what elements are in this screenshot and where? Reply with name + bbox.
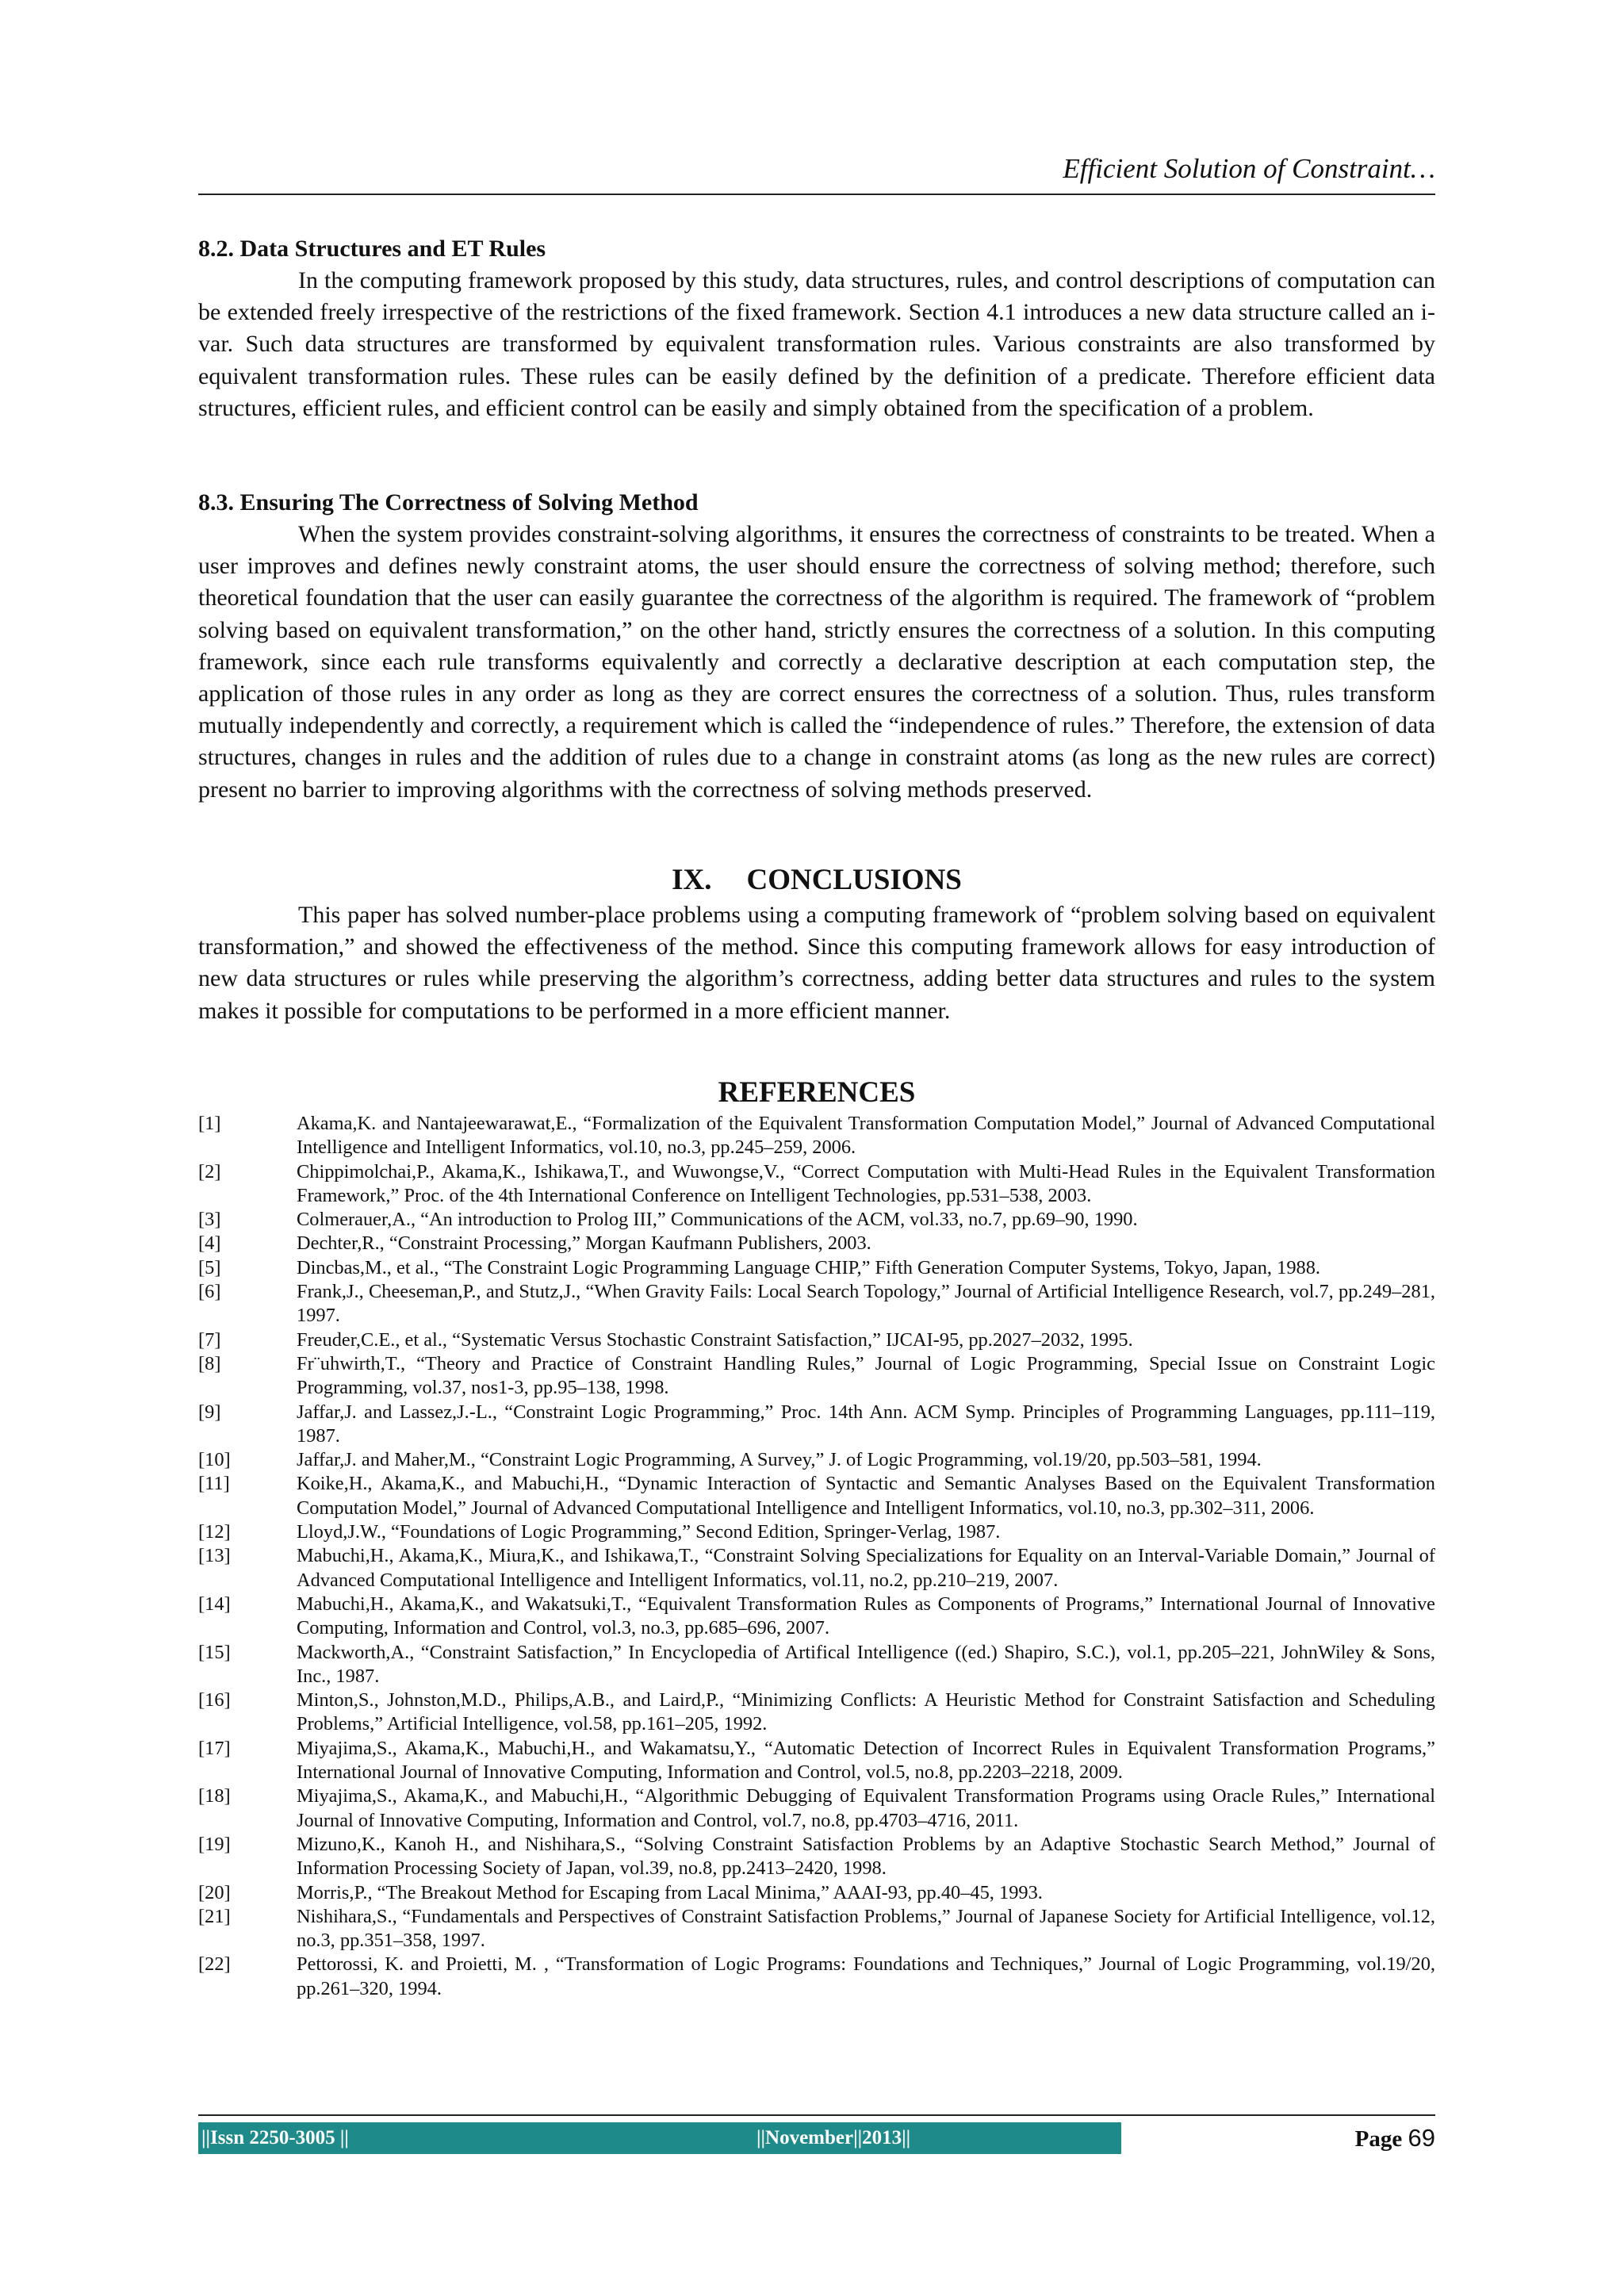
reference-text: Jaffar,J. and Maher,M., “Constraint Logic Programming, A Survey,” J. of Logic Programming, vol.19/20, pp.503–581, 1994. [297, 1449, 1262, 1471]
reference-text: Jaffar,J. and Lassez,J.-L., “Constraint Logic Programming,” Proc. 14th Ann. ACM Symp. Principles of Programming Languages, pp.111–119, 1987. [297, 1401, 1435, 1447]
reference-text: Akama,K. and Nantajeewarawat,E., “Formalization of the Equivalent Transformation Computation Model,” Journal of Advanced Computational Intelligence and Intelligent Informatics, vol.10, no.3, pp.245–259, 2006. [297, 1113, 1435, 1159]
reference-text: Mizuno,K., Kanoh H., and Nishihara,S., “Solving Constraint Satisfaction Problems by an Adaptive Stochastic Search Method,” Journal of Information Processing Society of Japan, vol.39, no.8, pp.2413–2420, 1998. [297, 1833, 1435, 1880]
reference-item [198, 1737, 1435, 1785]
reference-item [198, 1881, 1435, 1905]
reference-text: Morris,P., “The Breakout Method for Escaping from Lacal Minima,” AAAI-93, pp.40–45, 1993. [297, 1881, 1043, 1903]
section-body: When the system provides constraint-solving algorithms, it ensures the correctness of constraints to be treated. When a user improves and defines newly constraint atoms, the user should ensure the correctness of solving method; therefore, such theoretical foundation that the user can easily guarantee the correctness of the algorithm is required. The framework of “problem solving based on equivalent transformation,” on the other hand, strictly ensures the correctness of a solution. In this computing framework, since each rule transforms equivalently and correctly a declarative description at each computation step, the application of those rules in any order as long as they are correct ensures the correctness of a solution. Thus, rules transform mutually independently and correctly, a requirement which is called the “independence of rules.” Therefore, the extension of data structures, changes in rules and the addition of rules due to a change in constraint atoms (as long as the new rules are correct) present no barrier to improving algorithms with the correctness of solving methods preserved. [198, 521, 1435, 803]
reference-number: [5] [198, 1256, 221, 1278]
reference-number: [2] [198, 1160, 221, 1182]
page-label: Page [1354, 2126, 1403, 2152]
footer-rule [198, 2114, 1435, 2116]
reference-number: [22] [198, 1953, 231, 1976]
reference-text: Dechter,R., “Constraint Processing,” Morgan Kaufmann Publishers, 2003. [297, 1232, 871, 1255]
reference-number: [21] [198, 1905, 231, 1927]
footer-issn: ||Issn 2250-3005 || [198, 2122, 598, 2154]
reference-text: Mabuchi,H., Akama,K., Miura,K., and Ishikawa,T., “Constraint Solving Specializations for Equality on an Interval-Variable Domain,” Journal of Advanced Computational Intelligence and Intelligent Informatics, vol.11, no.2, pp.210–219, 2007. [297, 1545, 1435, 1591]
footer-date: ||November||2013|| [756, 2122, 1121, 2154]
running-header: Efficient Solution of Constraint… [1063, 153, 1435, 184]
reference-item [198, 1352, 1435, 1401]
page-number-value: 69 [1408, 2124, 1435, 2152]
reference-number: [19] [198, 1833, 231, 1855]
conclusions-number: IX. [672, 864, 712, 896]
reference-text: Mabuchi,H., Akama,K., and Wakatsuki,T., “Equivalent Transformation Rules as Components of Programs,” International Journal of Innovative Computing, Information and Control, vol.3, no.3, pp.685–696, 2007. [297, 1593, 1435, 1639]
reference-item [198, 1448, 1435, 1472]
reference-item [198, 1784, 1435, 1833]
reference-number: [18] [198, 1785, 231, 1807]
reference-item [198, 1905, 1435, 1953]
section-conclusions [198, 899, 1435, 1027]
section-body: This paper has solved number-place problems using a computing framework of “problem solving based on equivalent transformation,” and showed the effectiveness of the method. Since this computing framework allows for easy introduction of new data structures or rules while preserving the algorithm’s correctness, adding better data structures and rules to the system makes it possible for computations to be performed in a more efficient manner. [198, 902, 1435, 1024]
footer [198, 2122, 1435, 2154]
reference-item [198, 1112, 1435, 1160]
reference-number: [4] [198, 1232, 221, 1255]
reference-text: Mackworth,A., “Constraint Satisfaction,” In Encyclopedia of Artifical Intelligence ((ed.) Shapiro, S.C.), vol.1, pp.205–221, JohnWiley & Sons, Inc., 1987. [297, 1641, 1435, 1687]
conclusions-heading [198, 863, 1435, 898]
reference-item [198, 1256, 1435, 1280]
reference-text: Colmerauer,A., “An introduction to Prolog III,” Communications of the ACM, vol.33, no.7, pp.69–90, 1990. [297, 1209, 1138, 1231]
reference-number: [7] [198, 1328, 221, 1351]
reference-text: Fr¨uhwirth,T., “Theory and Practice of Constraint Handling Rules,” Journal of Logic Programming, Special Issue on Constraint Logic Programming, vol.37, nos1-3, pp.95–138, 1998. [297, 1352, 1435, 1399]
reference-item [198, 1833, 1435, 1881]
reference-number: [17] [198, 1737, 231, 1759]
reference-number: [20] [198, 1881, 231, 1903]
reference-text: Lloyd,J.W., “Foundations of Logic Programming,” Second Edition, Springer-Verlag, 1987. [297, 1521, 1001, 1543]
reference-number: [10] [198, 1449, 231, 1471]
reference-item [198, 1520, 1435, 1544]
conclusions-title: CONCLUSIONS [746, 864, 962, 896]
reference-number: [6] [198, 1281, 221, 1303]
reference-text: Chippimolchai,P., Akama,K., Ishikawa,T., and Wuwongse,V., “Correct Computation with Multi-Head Rules in the Equivalent Transformation Framework,” Proc. of the 4th International Conference on Intelligent Technologies, pp.531–538, 2003. [297, 1160, 1435, 1206]
reference-text: Frank,J., Cheeseman,P., and Stutz,J., “When Gravity Fails: Local Search Topology,” Journal of Artificial Intelligence Research, vol.7, pp.249–281, 1997. [297, 1281, 1435, 1327]
reference-text: Nishihara,S., “Fundamentals and Perspectives of Constraint Satisfaction Problems,” Journal of Japanese Society for Artificial Intelligence, vol.12, no.3, pp.351–358, 1997. [297, 1905, 1435, 1952]
references-heading: REFERENCES [718, 1076, 916, 1109]
reference-item [198, 1544, 1435, 1593]
reference-item [198, 1593, 1435, 1641]
reference-item [198, 1328, 1435, 1352]
reference-text: Koike,H., Akama,K., and Mabuchi,H., “Dynamic Interaction of Syntactic and Semantic Analyses Based on the Equivalent Transformation Computation Model,” Journal of Advanced Computational Intelligence and Intelligent Informatics, vol.10, no.3, pp.302–311, 2006. [297, 1473, 1435, 1519]
reference-item [198, 1472, 1435, 1520]
section-8-2 [198, 233, 1435, 424]
reference-text: Miyajima,S., Akama,K., Mabuchi,H., and Wakamatsu,Y., “Automatic Detection of Incorrect Rules in Equivalent Transformation Programs,” International Journal of Innovative Computing, Information and Control, vol.5, no.8, pp.2203–2218, 2009. [297, 1737, 1435, 1784]
reference-number: [16] [198, 1689, 231, 1711]
reference-item [198, 1401, 1435, 1449]
reference-text: Pettorossi, K. and Proietti, M. , “Transformation of Logic Programs: Foundations and Techniques,” Journal of Logic Programming, vol.19/20, pp.261–320, 1994. [297, 1953, 1435, 1999]
reference-list [198, 1112, 1435, 2001]
reference-text: Miyajima,S., Akama,K., and Mabuchi,H., “Algorithmic Debugging of Equivalent Transformation Programs using Oracle Rules,” International Journal of Innovative Computing, Information and Control, vol.7, no.8, pp.4703–4716, 2011. [297, 1785, 1435, 1831]
reference-item [198, 1688, 1435, 1737]
reference-item [198, 1280, 1435, 1328]
reference-number: [8] [198, 1352, 221, 1374]
page-number [1121, 2124, 1435, 2152]
reference-text: Dincbas,M., et al., “The Constraint Logic Programming Language CHIP,” Fifth Generation Computer Systems, Tokyo, Japan, 1988. [297, 1256, 1321, 1278]
reference-number: [11] [198, 1473, 230, 1495]
header-rule [198, 194, 1435, 195]
reference-item [198, 1232, 1435, 1255]
reference-number: [9] [198, 1401, 221, 1423]
reference-item [198, 1641, 1435, 1689]
reference-number: [15] [198, 1641, 231, 1663]
reference-text: Freuder,C.E., et al., “Systematic Versus Stochastic Constraint Satisfaction,” IJCAI-95, pp.2027–2032, 1995. [297, 1328, 1133, 1351]
section-heading: 8.2. Data Structures and ET Rules [198, 236, 546, 262]
reference-item [198, 1208, 1435, 1232]
reference-number: [3] [198, 1209, 221, 1231]
reference-text: Minton,S., Johnston,M.D., Philips,A.B., and Laird,P., “Minimizing Conflicts: A Heuristic Method for Constraint Satisfaction and Scheduling Problems,” Artificial Intelligence, vol.58, pp.161–205, 1992. [297, 1689, 1435, 1735]
reference-item [198, 1953, 1435, 2001]
footer-band [598, 2122, 756, 2154]
reference-number: [14] [198, 1593, 231, 1615]
section-body: In the computing framework proposed by this study, data structures, rules, and control descriptions of computation can be extended freely irrespective of the restrictions of the fixed framework. Section 4.1 introduces a new data structure called an i-var. Such data structures are transformed by equivalent transformation rules. Various constraints are also transformed by equivalent transformation rules. These rules can be easily defined by the definition of a predicate. Therefore efficient data structures, efficient rules, and efficient control can be easily and simply obtained from the specification of a problem. [198, 267, 1435, 421]
section-8-3 [198, 487, 1435, 806]
reference-number: [12] [198, 1521, 231, 1543]
section-heading: 8.3. Ensuring The Correctness of Solving Method [198, 489, 699, 516]
reference-number: [13] [198, 1545, 231, 1567]
reference-number: [1] [198, 1113, 221, 1134]
reference-item [198, 1160, 1435, 1209]
